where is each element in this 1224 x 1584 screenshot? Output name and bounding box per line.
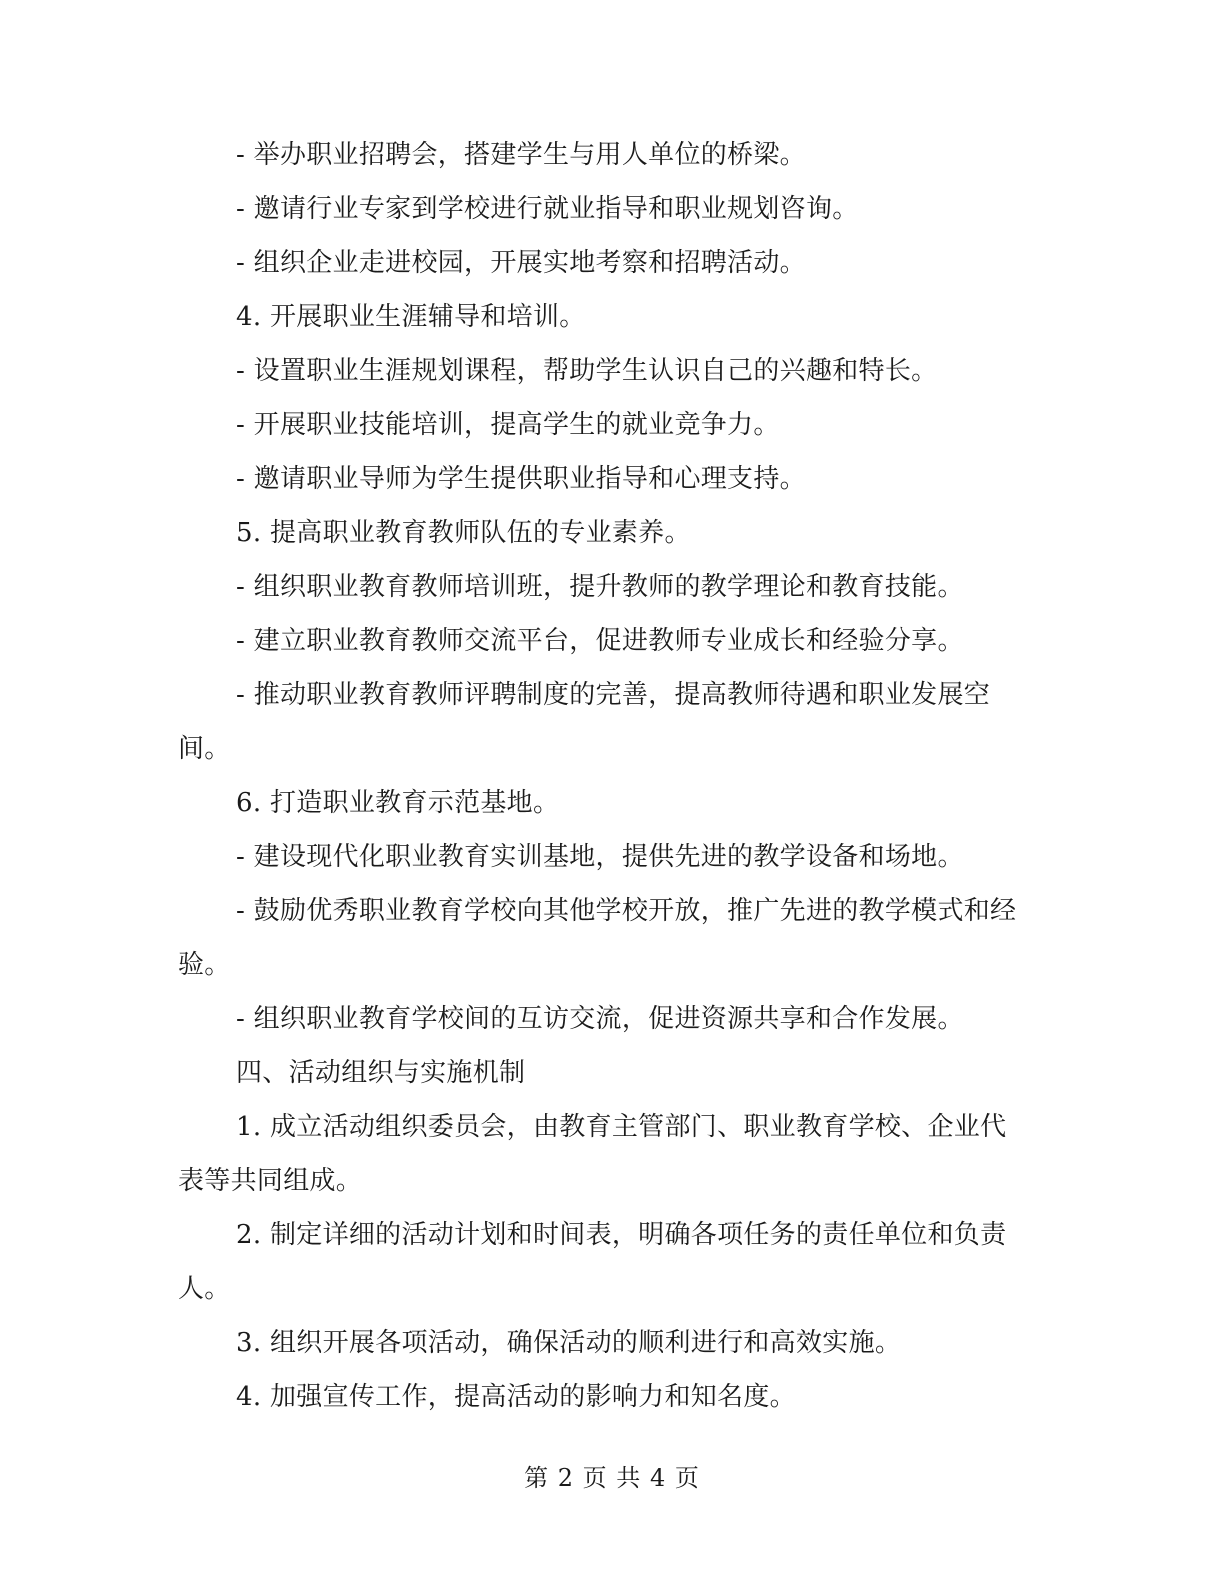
paragraph: - 建立职业教育教师交流平台，促进教师专业成长和经验分享。 bbox=[236, 626, 964, 656]
paragraph: - 开展职业技能培训，提高学生的就业竞争力。 bbox=[236, 410, 780, 440]
paragraph: - 推动职业教育教师评聘制度的完善，提高教师待遇和职业发展空间。 bbox=[178, 680, 991, 764]
paragraph: 1. 成立活动组织委员会，由教育主管部门、职业教育学校、企业代表等共同组成。 bbox=[178, 1112, 1007, 1196]
paragraph: 3. 组织开展各项活动，确保活动的顺利进行和高效实施。 bbox=[236, 1328, 902, 1358]
paragraph: - 举办职业招聘会，搭建学生与用人单位的桥梁。 bbox=[236, 140, 806, 170]
paragraph: 5. 提高职业教育教师队伍的专业素养。 bbox=[236, 518, 691, 548]
paragraph: - 组织职业教育学校间的互访交流，促进资源共享和合作发展。 bbox=[236, 1004, 964, 1034]
page-number-footer: 第 2 页 共 4 页 bbox=[524, 1464, 700, 1492]
paragraph: - 邀请行业专家到学校进行就业指导和职业规划咨询。 bbox=[236, 194, 859, 224]
paragraph: 2. 制定详细的活动计划和时间表，明确各项任务的责任单位和负责人。 bbox=[178, 1220, 1007, 1304]
section-heading: 四、活动组织与实施机制 bbox=[236, 1058, 526, 1088]
paragraph: - 设置职业生涯规划课程，帮助学生认识自己的兴趣和特长。 bbox=[236, 356, 938, 386]
paragraph: 4. 开展职业生涯辅导和培训。 bbox=[236, 302, 586, 332]
paragraph: - 邀请职业导师为学生提供职业指导和心理支持。 bbox=[236, 464, 806, 494]
paragraph: - 鼓励优秀职业教育学校向其他学校开放，推广先进的教学模式和经验。 bbox=[178, 896, 1017, 980]
paragraph: 4. 加强宣传工作，提高活动的影响力和知名度。 bbox=[236, 1382, 796, 1412]
document-body bbox=[178, 128, 1028, 1424]
paragraph: - 组织企业走进校园，开展实地考察和招聘活动。 bbox=[236, 248, 806, 278]
paragraph: - 组织职业教育教师培训班，提升教师的教学理论和教育技能。 bbox=[236, 572, 964, 602]
paragraph: 6. 打造职业教育示范基地。 bbox=[236, 788, 560, 818]
paragraph: - 建设现代化职业教育实训基地，提供先进的教学设备和场地。 bbox=[236, 842, 964, 872]
